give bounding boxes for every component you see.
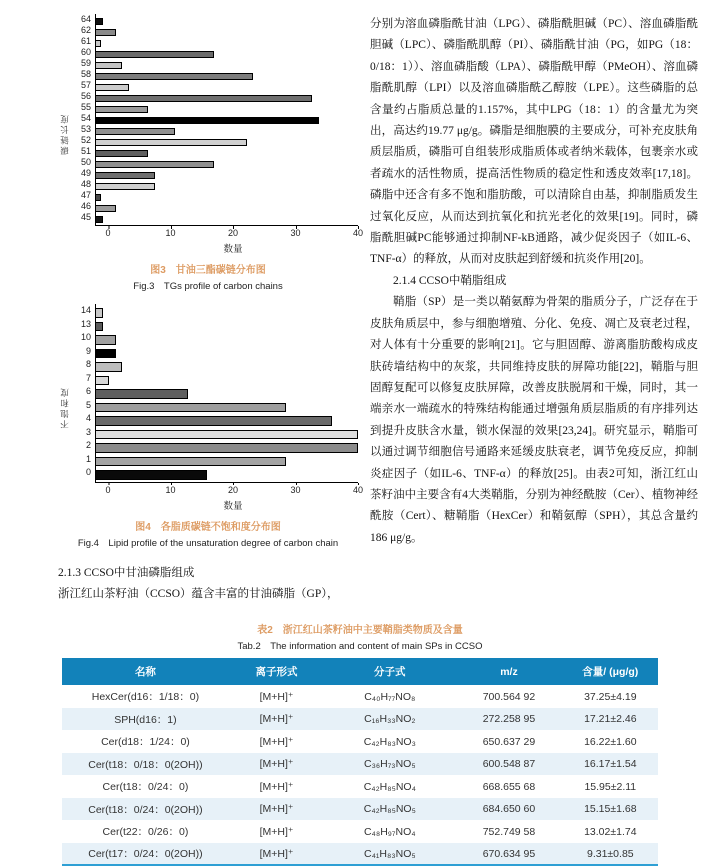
bar-60 [96,51,214,58]
y-tick-label: 2 [85,440,91,451]
table-cell: [M+H]⁺ [259,780,294,793]
table-cell: 700.564 92 [482,690,536,703]
bar-48 [96,183,155,190]
y-tick-label: 52 [80,135,91,145]
y-tick-label: 60 [80,47,91,57]
table-row [62,798,658,821]
table-row [62,753,658,776]
fig4-y-tick-labels [71,304,95,483]
table-row [62,708,658,731]
fig3-x-axis-label: 数量 [223,244,243,255]
bar-51 [96,150,148,157]
table-cell: C₄₂H₈₃NO₃ [363,735,416,748]
x-tick-label: 20 [227,228,239,238]
y-tick-label: 0 [85,467,91,478]
fig4-caption-en: Fig.4 Lipid profile of the unsaturation degree of carbon chain [77,537,339,549]
x-tick-label: 20 [227,484,239,495]
bar-track [96,60,358,71]
fig3-caption-cn: 图3 甘油三酯碳链分布图 [150,265,266,276]
bar-track [96,192,358,203]
y-tick-label: 57 [80,80,91,90]
bar-track [96,137,358,148]
table-cell: [M+H]⁺ [259,758,294,771]
right-paragraph-2: 鞘脂（SP）是一类以鞘氨醇为骨架的脂质分子，广泛存在于皮肤角质层中，参与细胞增殖、分化、免疫、凋亡及衰老过程，对人体有十分重要的影响[21]。它与胆固醇、游离脂肪酸构成皮肤砖墙结构中的灰浆，共同维持皮肤的屏障功能[22]，鞘脂与胆固醇复配可以修复皮肤屏障，改善皮肤脱屑和干燥，同时，其一端亲水一端疏水的特殊结构能通过增强角质层脂质的有序排列达到提升皮肤含水量，锁水保湿的效果[23,24]。研究显示，鞘脂可以通过调节细胞信号通路来延缓皮肤衰老，调节免疫反应，抑制炎症因子（如IL-6、TNF-α）的释放[25]。由表2可知，浙江红山茶籽油中主要含有4大类鞘脂，分别为神经酰胺（Cer）、植物神经酰胺（Cert）、糖鞘脂（HexCer）和鞘氨醇（SPH），其总含量约186 μg/g。 [370,296,698,544]
table-cell: Cer(d18：1/24：0) [101,736,190,749]
y-tick-label: 64 [80,14,91,24]
fig4-plot-area [71,304,364,512]
table-cell: 16.17±1.54 [584,758,637,771]
table-header-cell: 分子式 [324,658,455,685]
y-tick-label: 58 [80,69,91,79]
bar-10 [96,335,116,345]
bar-2 [96,443,358,453]
table-cell: Cer(t18：0/18：0(2OH)) [88,758,203,771]
table-cell: C₄₀H₇₇NO₈ [364,690,416,703]
bar-track [96,181,358,192]
y-tick-label: 45 [80,212,91,222]
bar-track [96,93,358,104]
fig4-plot-body [58,304,364,512]
bar-47 [96,194,101,201]
bar-56 [96,95,312,102]
bar-62 [96,29,116,36]
bar-track [96,104,358,115]
table-cell: 670.634 95 [482,847,536,860]
table2-block [62,621,658,866]
bar-58 [96,73,253,80]
bar-track [96,428,358,442]
table2-title-en: Tab.2 The information and content of main SPs in CCSO [237,641,483,653]
table-cell: SPH(d16：1) [114,713,177,726]
fig3-y-tick-labels [71,14,95,226]
y-tick-label: 47 [80,190,91,200]
y-tick-label: 46 [80,201,91,211]
table-cell: 15.15±1.68 [584,803,637,816]
bar-64 [96,18,103,25]
y-tick-label: 53 [80,124,91,134]
bar-4 [96,416,332,426]
fig4-bar-chart [58,304,364,549]
x-tick-label: 0 [105,228,111,238]
y-tick-label: 56 [80,91,91,101]
bar-track [96,203,358,214]
y-tick-label: 50 [80,157,91,167]
axis-spacer [71,226,111,240]
table-cell: C₄₂H₈₅NO₅ [363,803,416,816]
y-tick-label: 54 [80,113,91,123]
y-tick-label: 10 [80,332,91,343]
table-row [62,775,658,798]
table-body [62,685,658,865]
bar-track [96,374,358,388]
x-tick-label: 40 [352,228,364,238]
table-cell: 752.749 58 [482,825,536,838]
bar-3 [96,430,358,440]
table-row [62,843,658,866]
right-paragraph-1: 分别为溶血磷脂酰甘油（LPG）、磷脂酰胆碱（PC）、溶血磷脂酰胆碱（LPC）、磷脂酰肌醇（PI）、磷脂酰甘油（PG，如PG（18：0/18：1））、溶血磷脂酸（LPA）、磷脂酰甲醇（PMeOH）、溶血磷脂酰肌醇（LPI）以及溶血磷脂酰乙醇胺（LPE）。这些磷脂的总含量约占脂质总量的1.157%，其中LPG（18：1）的含量尤为突出，高达约19.77 μg/g。磷脂是细胞膜的主要成分，可补充皮肤角质层脂质，磷脂可自组装形成脂质体或者纳米载体，包裹亲水或者疏水的活性物质，提高活性物质的稳定性和透皮效率[17,18]。磷脂中还含有多不饱和脂肪酸，可以清除自由基，抑制脂质发生过氧化反应，从而达到抗氧化和抗光老化的效果[19]。同时，磷脂酰胆碱PC能够通过抑制NF-kB通路，减少促炎因子（如IL-6、TNF-α）的释放，从而对皮肤起到舒缓和抗炎作用[20]。 [370,18,698,266]
y-tick-label: 1 [85,453,91,464]
bar-track [96,27,358,38]
bar-52 [96,139,247,146]
table-cell: C₄₂H₈₅NO₄ [363,780,416,793]
y-tick-label: 5 [85,399,91,410]
fig4-x-axis [71,483,364,497]
bar-0 [96,470,207,480]
table-cell: 650.637 29 [482,735,536,748]
x-tick-label: 10 [165,228,176,238]
bar-track [96,71,358,82]
fig3-caption-en: Fig.3 TGs profile of carbon chains [133,281,283,292]
fig3-x-axis [71,226,364,240]
y-tick-label: 7 [85,372,91,383]
bar-track [96,82,358,93]
table-cell: 13.02±1.74 [584,825,637,838]
section-heading-214: 2.1.4 CCSO中鞘脂组成 [393,274,507,287]
table-cell: 668.655 68 [482,780,536,793]
x-tick-label: 40 [352,484,364,495]
bar-9 [96,349,116,359]
x-tick-label: 30 [290,228,301,238]
y-tick-label: 48 [80,179,91,189]
y-tick-label: 51 [80,146,91,156]
y-tick-label: 8 [85,359,91,370]
y-tick-label: 9 [85,345,91,356]
table-row [62,685,658,708]
bar-track [96,320,358,334]
table-cell: Cer(t18：0/24：0(2OH)) [88,803,203,816]
table-cell: 272.258 95 [482,713,536,726]
table-header-cell: 离子形式 [229,658,324,685]
bar-54 [96,117,319,124]
table-cell: [M+H]⁺ [259,847,294,860]
bar-46 [96,205,116,212]
table-cell: 15.95±2.11 [584,780,637,793]
bar-track [96,170,358,181]
axis-spacer [71,483,111,497]
table-row [62,730,658,753]
bar-8 [96,362,122,372]
bar-50 [96,161,214,168]
bar-track [96,347,358,361]
y-tick-label: 49 [80,168,91,178]
bar-track [96,16,358,27]
y-tick-label: 6 [85,386,91,397]
fig3-bars [95,14,358,226]
table-cell: [M+H]⁺ [259,713,294,726]
bar-6 [96,389,188,399]
table-cell: 9.31±0.85 [586,847,634,860]
table-header-cell: 含量/ (μg/g) [563,658,658,685]
fig4-caption-cn: 图4 各脂质碳链不饱和度分布图 [135,521,281,533]
bar-track [96,468,358,482]
bar-track [96,401,358,415]
table-cell: C₄₈H₉₇NO₄ [363,825,416,838]
x-tick-label: 10 [165,484,176,495]
bar-track [96,49,358,60]
bar-track [96,115,358,126]
bar-53 [96,128,175,135]
table-header-cell: m/z [455,658,562,685]
bar-track [96,387,358,401]
right-column [370,14,698,605]
fig3-y-axis-label: 碳链长度 [59,113,70,156]
section-heading-213: 2.1.3 CCSO中甘油磷脂组成 [58,566,195,579]
fig4-x-axis-label: 数量 [223,500,243,512]
table-cell: HexCer(d16：1/18：0) [91,691,200,704]
fig4-x-tick-labels [105,483,364,497]
bar-track [96,306,358,320]
bar-track [96,38,358,49]
y-tick-label: 62 [80,25,91,35]
fig4-y-axis-label: 不饱和度 [59,386,70,429]
table-cell: [M+H]⁺ [259,690,294,703]
y-tick-label: 55 [80,102,91,112]
fig3-x-tick-labels [105,226,364,240]
table-cell: [M+H]⁺ [259,735,294,748]
fig3-bar-chart [58,14,364,292]
fig3-plot-body [58,14,364,255]
table-cell: 17.21±2.46 [584,713,637,726]
bar-49 [96,172,155,179]
table-cell: [M+H]⁺ [259,825,294,838]
table-header-row [62,658,658,685]
bar-45 [96,216,103,223]
table-cell: 600.548 87 [482,758,536,771]
y-tick-label: 14 [80,305,91,316]
table-header-cell: 名称 [62,658,229,685]
x-tick-label: 0 [105,484,111,495]
bar-track [96,148,358,159]
bar-track [96,360,358,374]
table-cell: Cer(t18：0/24：0) [102,781,189,794]
table2-title-cn: 表2 浙江红山茶籽油中主要鞘脂类物质及含量 [257,625,463,637]
y-tick-label: 59 [80,58,91,68]
bar-57 [96,84,129,91]
table-cell: 684.650 60 [482,803,536,816]
bar-55 [96,106,148,113]
left-column [58,14,364,605]
bar-track [96,455,358,469]
table-cell: 37.25±4.19 [584,690,637,703]
fig4-bars [95,304,358,483]
sphingolipid-table [62,658,658,866]
table-cell: C₁₆H₃₃NO₂ [364,713,416,726]
table-cell: Cer(t17：0/24：0(2OH)) [88,848,203,861]
left-paragraph: 浙江红山茶籽油（CCSO）蕴含丰富的甘油磷脂（GP）， [58,587,339,600]
bar-track [96,333,358,347]
table-cell: 16.22±1.60 [584,735,637,748]
y-tick-label: 13 [80,318,91,329]
bar-13 [96,322,103,332]
table-cell: C₄₁H₈₃NO₅ [363,847,416,860]
x-tick-label: 30 [290,484,301,495]
bar-track [96,214,358,225]
bar-59 [96,62,122,69]
fig3-plot-area [71,14,364,255]
y-tick-label: 61 [80,36,91,46]
fig4-grid [71,304,358,483]
table-cell: Cer(t22：0/26：0) [102,826,189,839]
y-tick-label: 4 [85,413,91,424]
table-row [62,820,658,843]
bar-1 [96,457,286,467]
bar-61 [96,40,101,47]
table-cell: C₃₆H₇₃NO₅ [364,758,416,771]
bar-track [96,441,358,455]
fig3-grid [71,14,358,226]
bar-track [96,414,358,428]
table-cell: [M+H]⁺ [259,803,294,816]
bar-track [96,159,358,170]
bar-5 [96,403,286,413]
two-column-layout [58,14,698,605]
bar-7 [96,376,109,386]
y-tick-label: 3 [85,426,91,437]
bar-14 [96,308,103,318]
bar-track [96,126,358,137]
